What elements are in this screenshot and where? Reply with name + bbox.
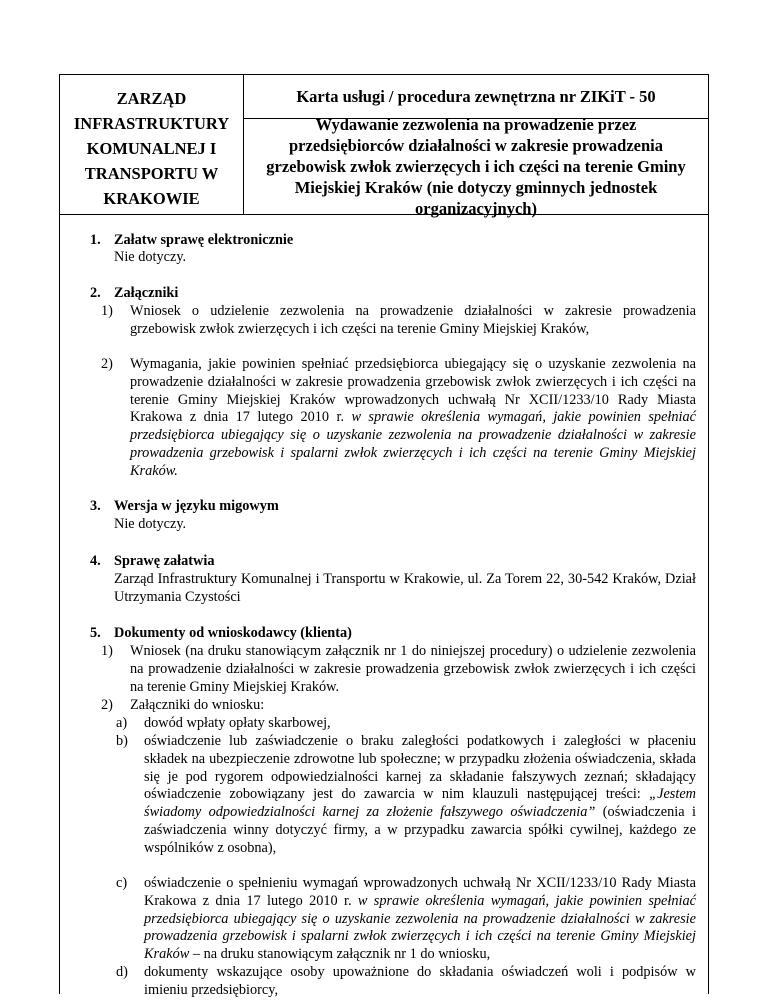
org-line: INFRASTRUKTURY: [73, 114, 230, 133]
procedure-title: Wydawanie zezwolenia na prowadzenie przez przedsiębiorców działalności w zakresie prowadzenia grzebowisk zwłok zwierzęcych i ich części na terenie Gminy Miejskiej Kraków (nie dotyczy gminnych jednostek organizacyjnych): [244, 119, 708, 215]
list-label: 1): [101, 643, 113, 659]
section-heading: 5. Dokumenty od wnioskodawcy (klienta): [90, 625, 352, 641]
section-heading: 3. Wersja w języku migowym: [90, 498, 279, 514]
list-label: 1): [101, 303, 113, 319]
list-item: Wymagania, jakie powinien spełniać przedsiębiorca ubiegający się o uzyskanie zezwolenia na prowadzenie działalności w zakresie prowadzenia grzebowisk zwłok zwierzęcych i ich części na terenie Gminy Miejskiej Kraków wprowadzonych uchwałą Nr XCII/1233/10 Rady Miasta Krakowa z dnia 17 lutego 2010 r. w sprawie określenia wymagań, jakie powinien spełniać przedsiębiorca ubiegający się o uzyskanie zezwolenia na prowadzenie działalności w zakresie prowadzenia grzebowisk i spalarni zwłok zwierzęcych i ich części na terenie Gminy Miejskiej Kraków.: [130, 356, 696, 479]
list-label: 2): [101, 356, 113, 372]
sublist-label: d): [116, 964, 128, 980]
list-item: Wniosek (na druku stanowiącym załącznik nr 1 do niniejszej procedury) o udzielenie zezwolenia na prowadzenie działalności w zakresie prowadzenia grzebowisk zwłok zwierzęcych i ich części na terenie Gminy Miejskiej Kraków.: [130, 643, 696, 695]
section-heading: 2. Załączniki: [90, 285, 179, 301]
org-line: KOMUNALNEJ I: [86, 139, 217, 158]
sublist-item: oświadczenie lub zaświadczenie o braku zaległości podatkowych i zaległości w płaceniu składek na ubezpieczenie zdrowotne lub społeczne; w przypadku złożenia oświadczenia, składa się je pod rygorem odpowiedzialności karnej za składanie fałszywych zeznań; składający oświadczenie zobowiązany jest do zawarcia w nim klauzuli następującej treści: „Jestem świadomy odpowiedzialności karnej za złożenie fałszywego oświadczenia” (oświadczenia i zaświadczenia winny dotyczyć firmy, a w przypadku zawarcia spółki cywilnej, każdego ze wspólników z osobna),: [144, 733, 696, 856]
section-heading: 1. Załatw sprawę elektronicznie: [90, 232, 294, 248]
list-item: Załączniki do wniosku:: [130, 697, 265, 713]
sublist-item: dowód wpłaty opłaty skarbowej,: [144, 715, 331, 731]
section-text: Nie dotyczy.: [114, 516, 187, 532]
section-heading: 4. Sprawę załatwia: [90, 553, 215, 569]
sublist-item: dokumenty wskazujące osoby upoważnione do składania oświadczeń woli i podpisów w imieniu przedsiębiorcy,: [144, 964, 696, 998]
sublist-item: oświadczenie o spełnieniu wymagań wprowadzonych uchwałą Nr XCII/1233/10 Rady Miasta Krakowa z dnia 17 lutego 2010 r. w sprawie określenia wymagań, jakie powinien spełniać przedsiębiorca ubiegający się o uzyskanie zezwolenia na prowadzenie działalności w zakresie prowadzenia grzebowisk i spalarni zwłok zwierzęcych i ich części na terenie Gminy Miejskiej Kraków – na druku stanowiącym załącznik nr 1 do wniosku,: [144, 875, 696, 963]
sublist-label: b): [116, 733, 128, 749]
list-label: 2): [101, 697, 113, 713]
organization-name: [60, 75, 244, 215]
card-number-title: Karta usługi / procedura zewnętrzna nr ZIKiT - 50: [244, 75, 708, 119]
sublist-label: c): [116, 875, 128, 891]
org-line: ZARZĄD: [116, 89, 187, 108]
org-line: TRANSPORTU W: [84, 164, 219, 183]
sublist-label: a): [116, 715, 128, 731]
section-text: Zarząd Infrastruktury Komunalnej i Transportu w Krakowie, ul. Za Torem 22, 30-542 Kraków, Dział Utrzymania Czystości: [114, 571, 696, 605]
org-line: KRAKOWIE: [103, 189, 200, 208]
list-item: Wniosek o udzielenie zezwolenia na prowadzenie działalności w zakresie prowadzenia grzebowisk zwłok zwierzęcych i ich części na terenie Gminy Miejskiej Kraków,: [130, 303, 696, 337]
procedure-card: [59, 74, 709, 998]
section-text: Nie dotyczy.: [114, 249, 187, 265]
